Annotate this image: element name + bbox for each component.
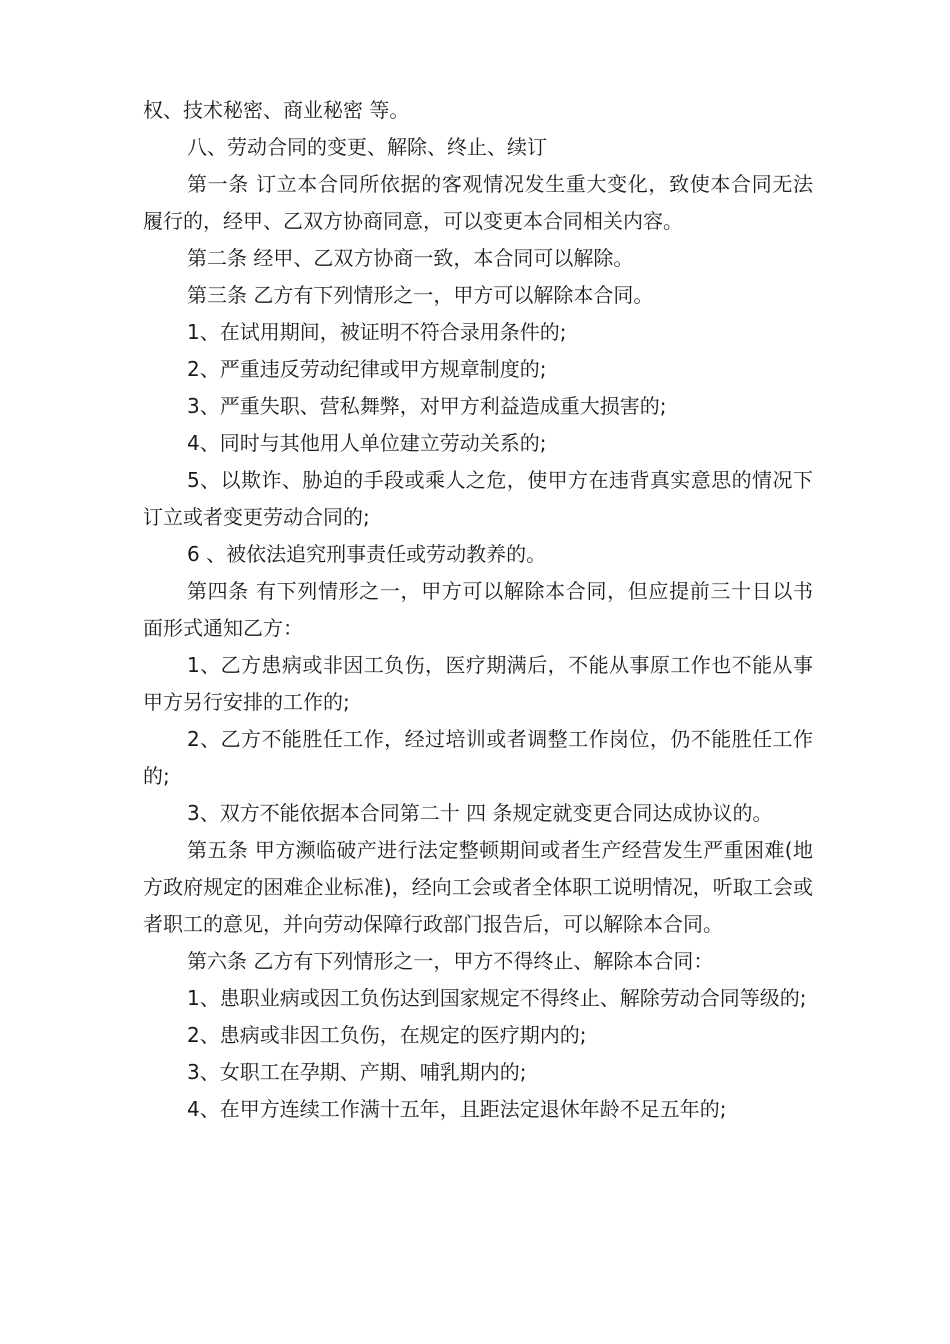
article-3-item-3: 3、严重失职、营私舞弊，对甲方利益造成重大损害的; (187, 394, 667, 418)
document-body (143, 92, 813, 1128)
article-6: 第六条 乙方有下列情形之一，甲方不得终止、解除本合同： (187, 949, 714, 973)
article-6-item-3: 3、女职工在孕期、产期、哺乳期内的; (187, 1060, 527, 1084)
article-4: 第四条 有下列情形之一，甲方可以解除本合同，但应提前三十日以书面形式通知乙方： (143, 579, 813, 640)
article-3-item-6: 6 、被依法追究刑事责任或劳动教养的。 (187, 542, 547, 566)
article-4-item-3: 3、双方不能依据本合同第二十 四 条规定就变更合同达成协议的。 (187, 801, 773, 825)
paragraph-continuation: 权、技术秘密、商业秘密 等。 (143, 98, 410, 122)
article-5: 第五条 甲方濒临破产进行法定整顿期间或者生产经营发生严重困难(地方政府规定的困难企业标准)，经向工会或者全体职工说明情况，听取工会或者职工的意见，并向劳动保障行政部门报告后，可以解除本合同。 (143, 838, 813, 936)
article-4-item-2: 2、乙方不能胜任工作，经过培训或者调整工作岗位，仍不能胜任工作的; (143, 727, 813, 788)
article-3: 第三条 乙方有下列情形之一，甲方可以解除本合同。 (187, 283, 654, 307)
article-6-item-2: 2、患病或非因工负伤，在规定的医疗期内的; (187, 1023, 587, 1047)
article-3-item-1: 1、在试用期间，被证明不符合录用条件的; (187, 320, 567, 344)
article-3-item-2: 2、严重违反劳动纪律或甲方规章制度的; (187, 357, 547, 381)
article-2: 第二条 经甲、乙双方协商一致，本合同可以解除。 (187, 246, 634, 270)
section-heading-8: 八、劳动合同的变更、解除、终止、续订 (187, 135, 547, 159)
article-4-item-1: 1、乙方患病或非因工负伤，医疗期满后，不能从事原工作也不能从事甲方另行安排的工作的; (143, 653, 813, 714)
article-6-item-1: 1、患职业病或因工负伤达到国家规定不得终止、解除劳动合同等级的; (187, 986, 807, 1010)
article-1: 第一条 订立本合同所依据的客观情况发生重大变化，致使本合同无法履行的，经甲、乙双方协商同意，可以变更本合同相关内容。 (143, 172, 813, 233)
article-6-item-4: 4、在甲方连续工作满十五年，且距法定退休年龄不足五年的; (187, 1097, 727, 1121)
article-3-item-5: 5、以欺诈、胁迫的手段或乘人之危，使甲方在违背真实意思的情况下订立或者变更劳动合同的; (143, 468, 813, 529)
article-3-item-4: 4、同时与其他用人单位建立劳动关系的; (187, 431, 547, 455)
